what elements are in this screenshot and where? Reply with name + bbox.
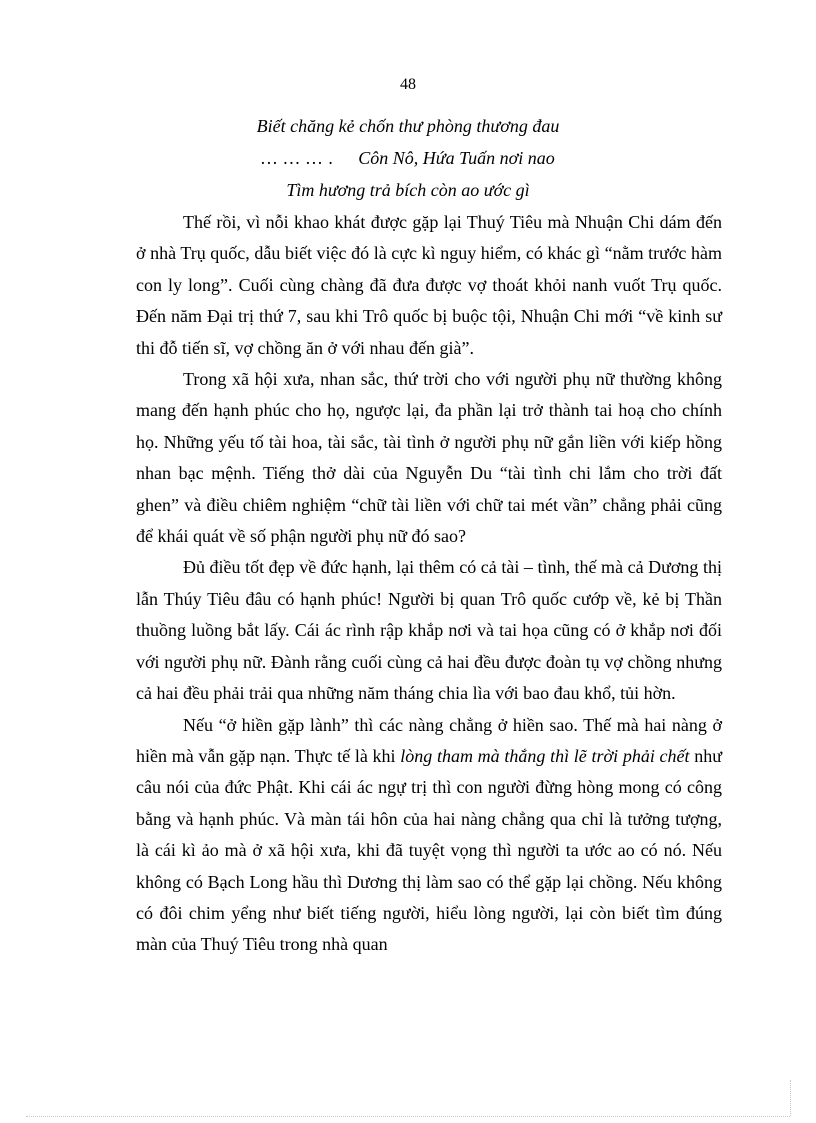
paragraph-4 [136, 710, 722, 961]
paragraph-2: Trong xã hội xưa, nhan sắc, thứ trời cho với người phụ nữ thường không mang đến hạnh phúc cho họ, ngược lại, đa phần lại trở thành tai hoạ cho chính họ. Những yếu tố tài hoa, tài sắc, tài tình ở người phụ nữ gắn liền với kiếp hồng nhan bạc mệnh. Tiếng thở dài của Nguyễn Du “tài tình chi lắm cho trời đất ghen” và điều chiêm nghiệm “chữ tài liền với chữ tai mét vần” chẳng phải cũng để khái quát về số phận người phụ nữ đó sao? [136, 369, 722, 547]
verse-text: Tìm hương trả bích còn ao ước gì [286, 180, 530, 200]
verse-text: Côn Nô, Hứa Tuấn nơi nao [358, 148, 555, 168]
paragraph-4-text: Nếu “ở hiền gặp lành” thì các nàng chẳng ở hiền sao. Thế mà hai nàng ở hiền mà vẫn gặp nạn. Thực tế là khi [136, 714, 722, 766]
verse-line-2 [0, 146, 816, 170]
body-text [136, 207, 722, 961]
page-border-right [790, 1080, 791, 1116]
paragraph-4-text-continued: như câu nói của đức Phật. Khi cái ác ngự trị thì con người đừng hòng mong có công bằng và hạnh phúc. Và màn tái hôn của hai nàng chẳng qua chỉ là tưởng tượng, là cái kì ảo mà ở xã hội xưa, khi đã tuyệt vọng thì người ta ước ao có nó. Nếu không có Bạch Long hầu thì Dương thị làm sao có thể gặp lại chồng. Nếu không có đôi chim yểng như biết tiếng người, hiểu lòng người, lại còn biết tìm đúng màn của Thuý Tiêu trong nhà quan [136, 745, 722, 955]
page-border-bottom [26, 1116, 790, 1117]
verse-line-1 [0, 114, 816, 138]
page-number: 48 [400, 76, 416, 93]
paragraph-1: Thế rồi, vì nỗi khao khát được gặp lại Thuý Tiêu mà Nhuận Chi dám đến ở nhà Trụ quốc, dẫu biết việc đó là cực kì nguy hiểm, có khác gì “nằm trước hàm con ly long”. Cuối cùng chàng đã đưa được vợ thoát khỏi nanh vuốt Trụ quốc. Đến năm Đại trị thứ 7, sau khi Trô quốc bị buộc tội, Nhuận Chi mới “về kinh sư thi đỗ tiến sĩ, vợ chồng ăn ở với nhau đến già”. [136, 212, 722, 358]
verse-ellipsis: … … … . [261, 148, 335, 168]
paragraph-3: Đủ điều tốt đẹp về đức hạnh, lại thêm có cả tài – tình, thế mà cả Dương thị lẫn Thúy Tiêu đâu có hạnh phúc! Người bị quan Trô quốc cướp về, kẻ bị Thần thuồng luồng bắt lấy. Cái ác rình rập khắp nơi và tai họa cũng có ở khắp nơi đối với người phụ nữ. Đành rằng cuối cùng cả hai đều được đoàn tụ vợ chồng nhưng cả hai đều phải trải qua những năm tháng chia lìa với bao đau khổ, tủi hờn. [136, 557, 722, 704]
verse-text: Biết chăng kẻ chốn thư phòng thương đau [256, 116, 560, 136]
paragraph-4-italic-quote: lòng tham mà thắng thì lẽ trời phải chết [400, 745, 690, 766]
verse-line-3 [0, 178, 816, 202]
